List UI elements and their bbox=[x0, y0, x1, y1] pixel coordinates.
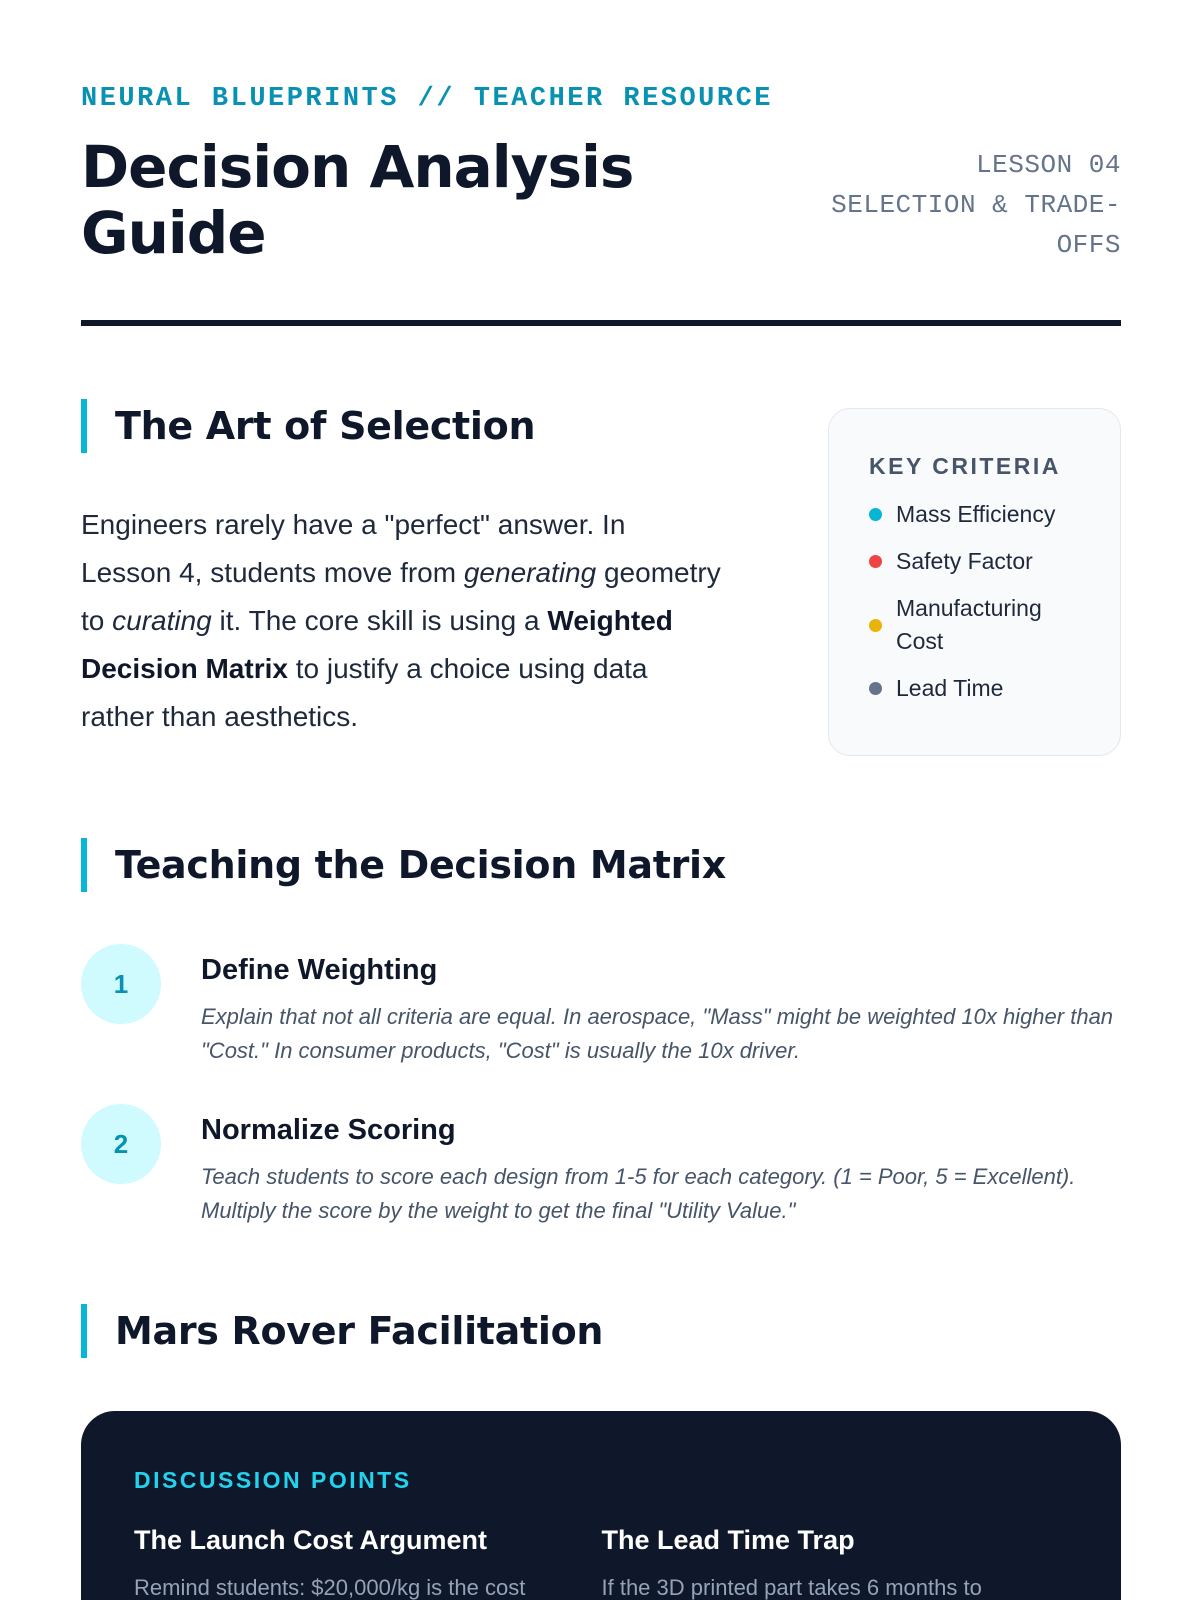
teacher-guide-page bbox=[81, 0, 1121, 1600]
intro-text: it. The core skill is using a bbox=[211, 605, 548, 636]
step-body bbox=[201, 952, 1121, 1068]
resource-eyebrow: NEURAL BLUEPRINTS // TEACHER RESOURCE bbox=[81, 84, 773, 114]
section-heading-art-of-selection bbox=[81, 399, 535, 453]
lesson-number: LESSON 04 bbox=[976, 150, 1121, 180]
step-description: Explain that not all criteria are equal. In aerospace, "Mass" might be weighted 10x higher than "Cost." In consumer products, "Cost" is usually the 10x driver. bbox=[201, 1004, 1114, 1063]
step-title: Normalize Scoring bbox=[201, 1114, 456, 1146]
section-title: The Art of Selection bbox=[115, 404, 536, 448]
lesson-meta bbox=[801, 145, 1121, 265]
criteria-label: Safety Factor bbox=[896, 548, 1033, 574]
header-divider bbox=[81, 320, 1121, 326]
key-criteria-card bbox=[828, 408, 1121, 756]
section-accent-bar bbox=[81, 399, 87, 453]
section-accent-bar bbox=[81, 838, 87, 892]
intro-text: geometry to bbox=[81, 557, 721, 636]
criteria-label: Lead Time bbox=[896, 675, 1004, 701]
step-number-badge: 1 bbox=[81, 944, 161, 1024]
intro-paragraph bbox=[81, 501, 721, 741]
section-title: Mars Rover Facilitation bbox=[115, 1309, 604, 1353]
page-title: Decision Analysis Guide bbox=[81, 133, 634, 267]
criteria-item bbox=[869, 592, 1090, 658]
criteria-item bbox=[869, 498, 1090, 531]
discussion-points-panel bbox=[81, 1411, 1121, 1600]
section-title: Teaching the Decision Matrix bbox=[115, 843, 726, 887]
section-heading-decision-matrix bbox=[81, 838, 726, 892]
step-description: Teach students to score each design from 1-5 for each category. (1 = Poor, 5 = Excellent). Multiply the score by the weight to get the final "Utility Value." bbox=[201, 1164, 1076, 1223]
discussion-eyebrow: DISCUSSION POINTS bbox=[134, 1467, 412, 1493]
lesson-topic: SELECTION & TRADE-OFFS bbox=[831, 190, 1121, 260]
bullet-dot-icon bbox=[869, 555, 882, 568]
section-accent-bar bbox=[81, 1304, 87, 1358]
intro-emphasis-curating: curating bbox=[112, 605, 212, 636]
criteria-title: KEY CRITERIA bbox=[869, 453, 1061, 479]
criteria-label: Manufacturing Cost bbox=[896, 595, 1042, 654]
criteria-item bbox=[869, 672, 1090, 705]
criteria-label: Mass Efficiency bbox=[896, 501, 1056, 527]
discussion-columns bbox=[134, 1522, 1069, 1600]
intro-strong-matrix: Weighted Decision Matrix bbox=[81, 605, 673, 684]
bullet-dot-icon bbox=[869, 619, 882, 632]
discussion-point-text: Remind students: $20,000/kg is the cost bbox=[134, 1575, 526, 1600]
bullet-dot-icon bbox=[869, 682, 882, 695]
step-title: Define Weighting bbox=[201, 954, 438, 986]
discussion-point-text: If the 3D printed part takes 6 months to bbox=[601, 1575, 982, 1600]
discussion-point-title: The Launch Cost Argument bbox=[134, 1525, 488, 1555]
discussion-point bbox=[134, 1522, 602, 1600]
criteria-list bbox=[869, 498, 1090, 705]
discussion-point bbox=[602, 1522, 1070, 1600]
discussion-point-title: The Lead Time Trap bbox=[601, 1525, 855, 1555]
section-heading-mars-rover bbox=[81, 1304, 603, 1358]
intro-text: Engineers rarely have a "perfect" answer. In Lesson 4, students move from bbox=[81, 509, 626, 588]
step-body bbox=[201, 1112, 1121, 1228]
bullet-dot-icon bbox=[869, 508, 882, 521]
step-number-badge: 2 bbox=[81, 1104, 161, 1184]
criteria-item bbox=[869, 545, 1090, 578]
intro-emphasis-generating: generating bbox=[463, 557, 597, 588]
intro-text: to justify a choice using data rather than aesthetics. bbox=[81, 653, 648, 732]
